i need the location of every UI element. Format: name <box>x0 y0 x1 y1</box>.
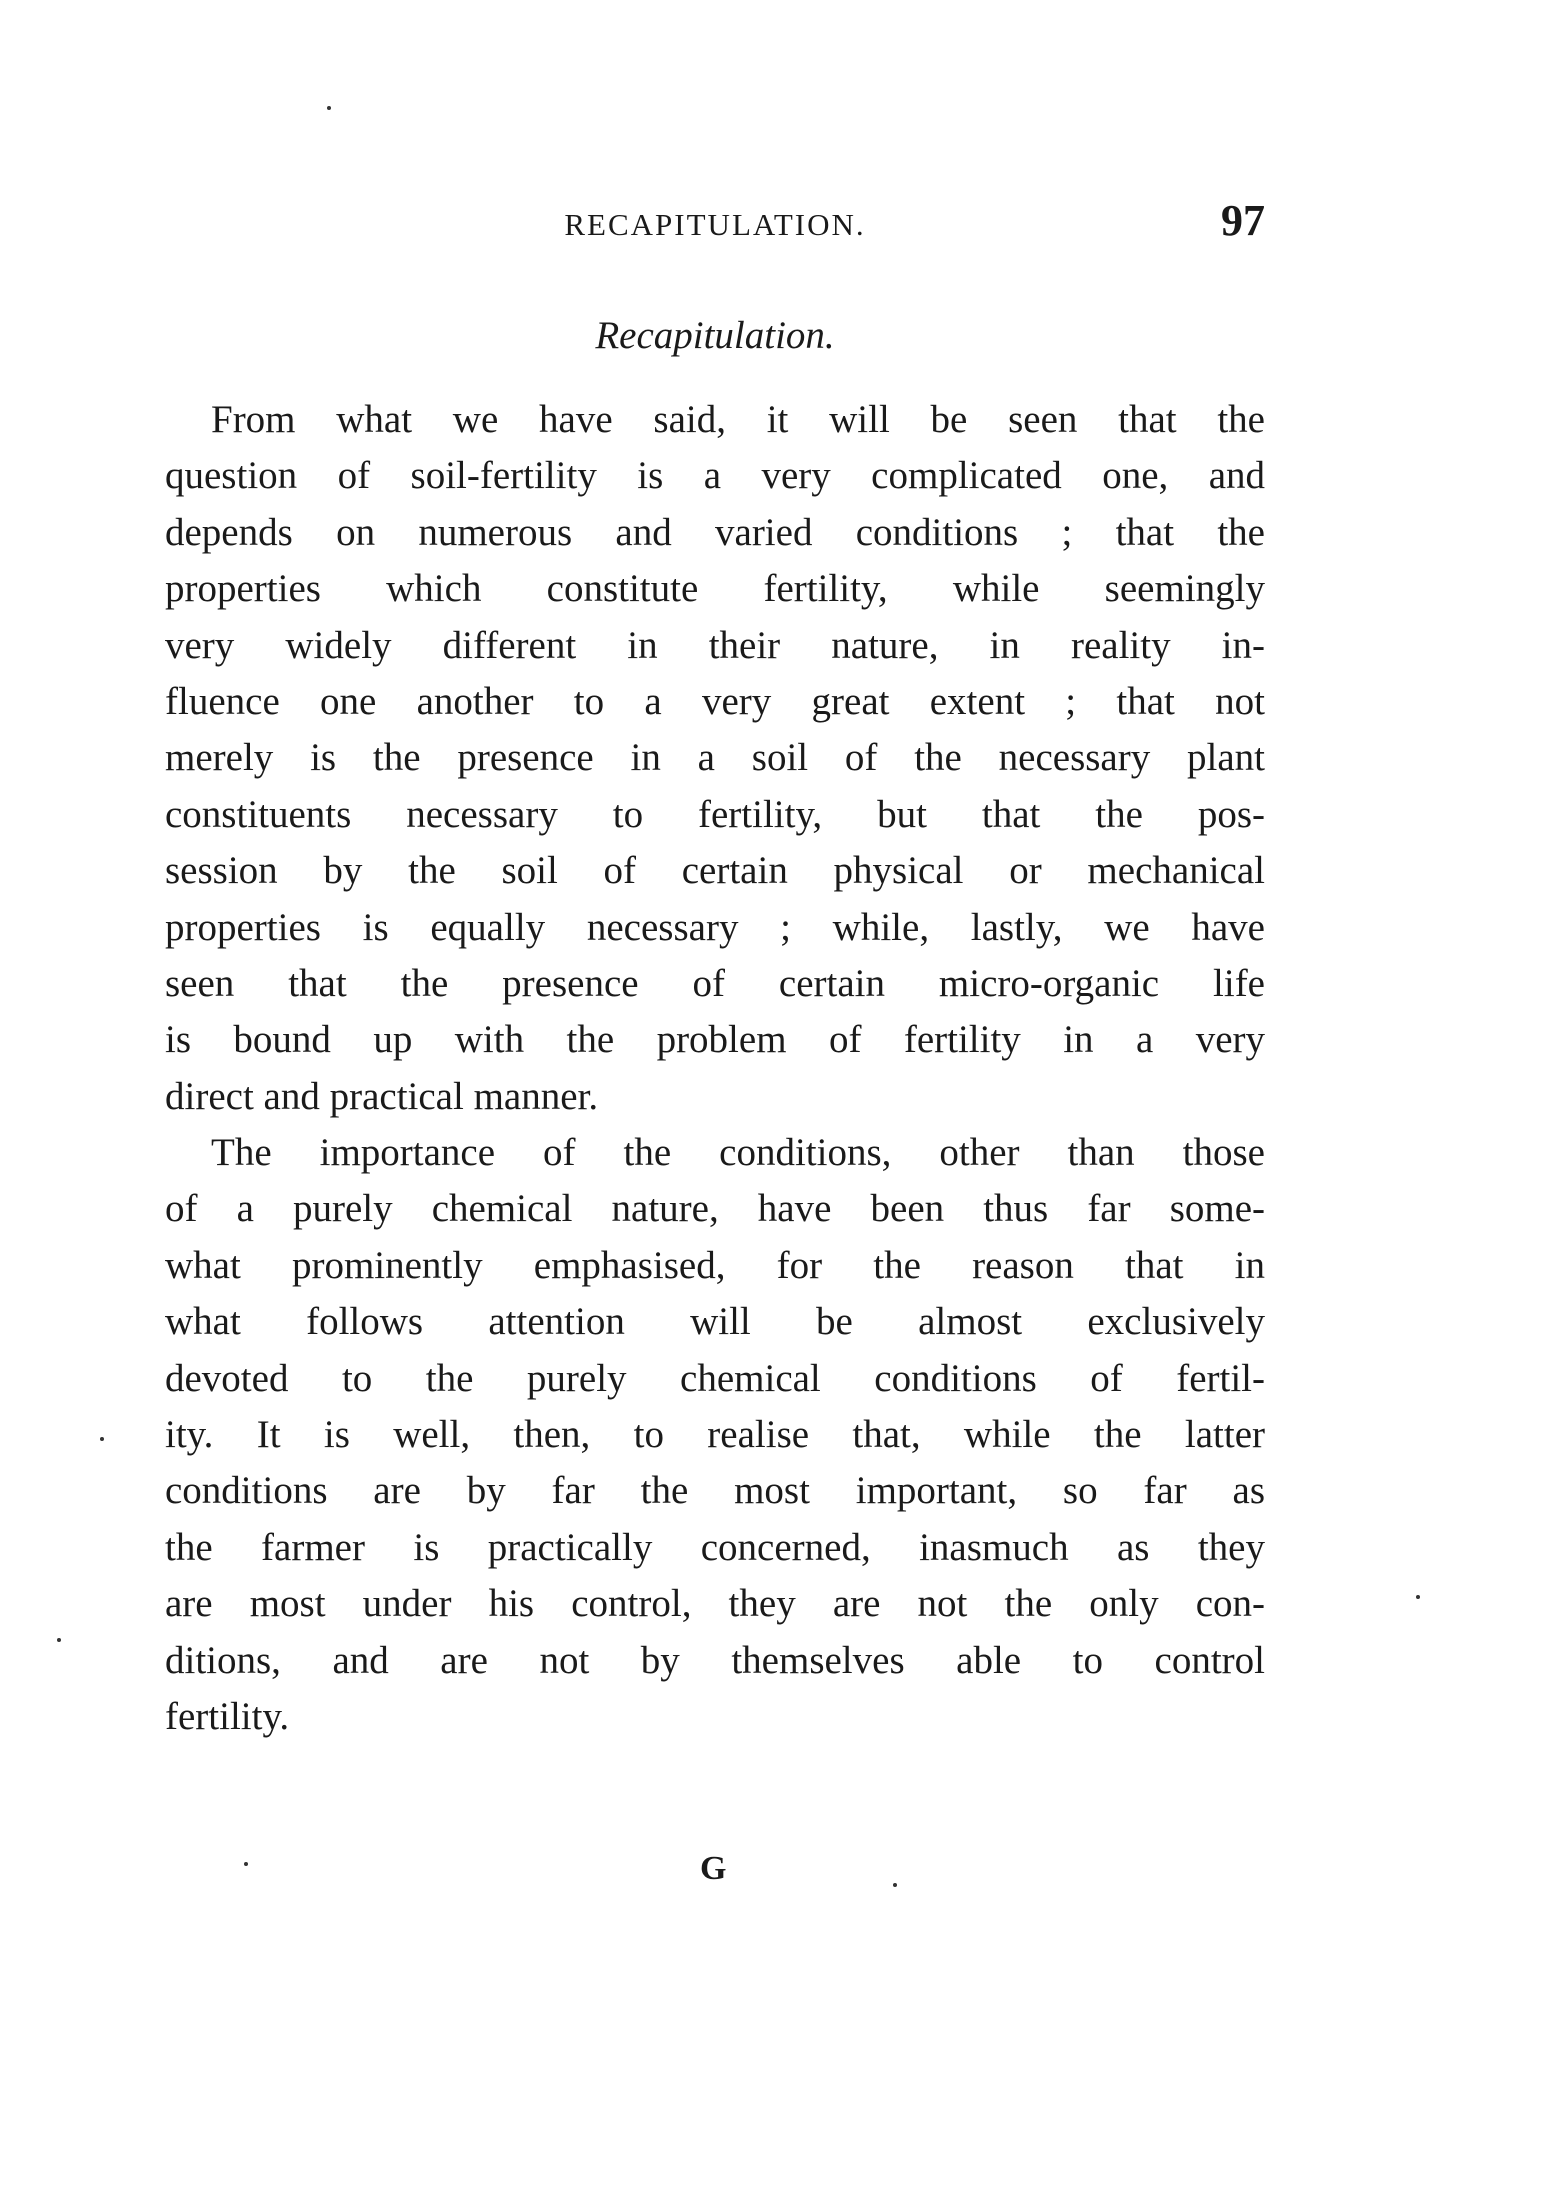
scan-speck <box>244 1862 248 1866</box>
text-line: conditions are by far the most important, so far as <box>165 1469 1265 1513</box>
paragraph-1 <box>165 392 1265 1125</box>
text-line: seen that the presence of certain micro-organic life <box>165 961 1265 1005</box>
text-line: fertility. <box>165 1694 290 1738</box>
body-text <box>165 392 1265 1745</box>
scan-speck <box>1416 1595 1420 1599</box>
scan-speck <box>57 1638 61 1642</box>
text-line: session by the soil of certain physical or mechanical <box>165 849 1265 893</box>
scan-speck <box>327 106 331 110</box>
paragraph-2 <box>165 1125 1265 1745</box>
running-head <box>165 195 1265 245</box>
text-line: From what we have said, it will be seen that the <box>211 398 1265 441</box>
text-line: are most under his control, they are not the only con- <box>165 1582 1265 1626</box>
section-title: Recapitulation. <box>595 314 835 357</box>
text-line: of a purely chemical nature, have been thus far some- <box>165 1187 1265 1231</box>
text-line: properties is equally necessary ; while, lastly, we have <box>165 905 1265 949</box>
text-line: constituents necessary to fertility, but that the pos- <box>165 792 1265 836</box>
text-line: properties which constitute fertility, while seemingly <box>165 567 1265 611</box>
text-line: merely is the presence in a soil of the necessary plant <box>165 736 1265 780</box>
text-line: ditions, and are not by themselves able to control <box>165 1638 1265 1682</box>
text-line: very widely different in their nature, in reality in- <box>165 623 1265 667</box>
text-line: The importance of the conditions, other than those <box>211 1131 1265 1175</box>
text-line: fluence one another to a very great extent ; that not <box>165 679 1265 723</box>
text-line: what follows attention will be almost exclusively <box>165 1300 1265 1344</box>
scan-speck <box>100 1437 104 1441</box>
text-line: question of soil-fertility is a very complicated one, and <box>165 454 1265 498</box>
running-title: RECAPITULATION. <box>564 207 866 242</box>
text-line: devoted to the purely chemical conditions of fertil- <box>165 1356 1265 1400</box>
scan-speck <box>893 1883 897 1887</box>
text-line: ity. It is well, then, to realise that, while the latter <box>165 1413 1265 1457</box>
text-line: direct and practical manner. <box>165 1074 599 1118</box>
text-line: what prominently emphasised, for the reason that in <box>165 1243 1265 1287</box>
text-line: depends on numerous and varied conditions ; that the <box>165 510 1265 554</box>
text-line: the farmer is practically concerned, inasmuch as they <box>165 1525 1265 1569</box>
signature-mark: G <box>700 1850 727 1887</box>
page-number: 97 <box>1221 196 1265 245</box>
text-line: is bound up with the problem of fertility in a very <box>165 1018 1265 1062</box>
